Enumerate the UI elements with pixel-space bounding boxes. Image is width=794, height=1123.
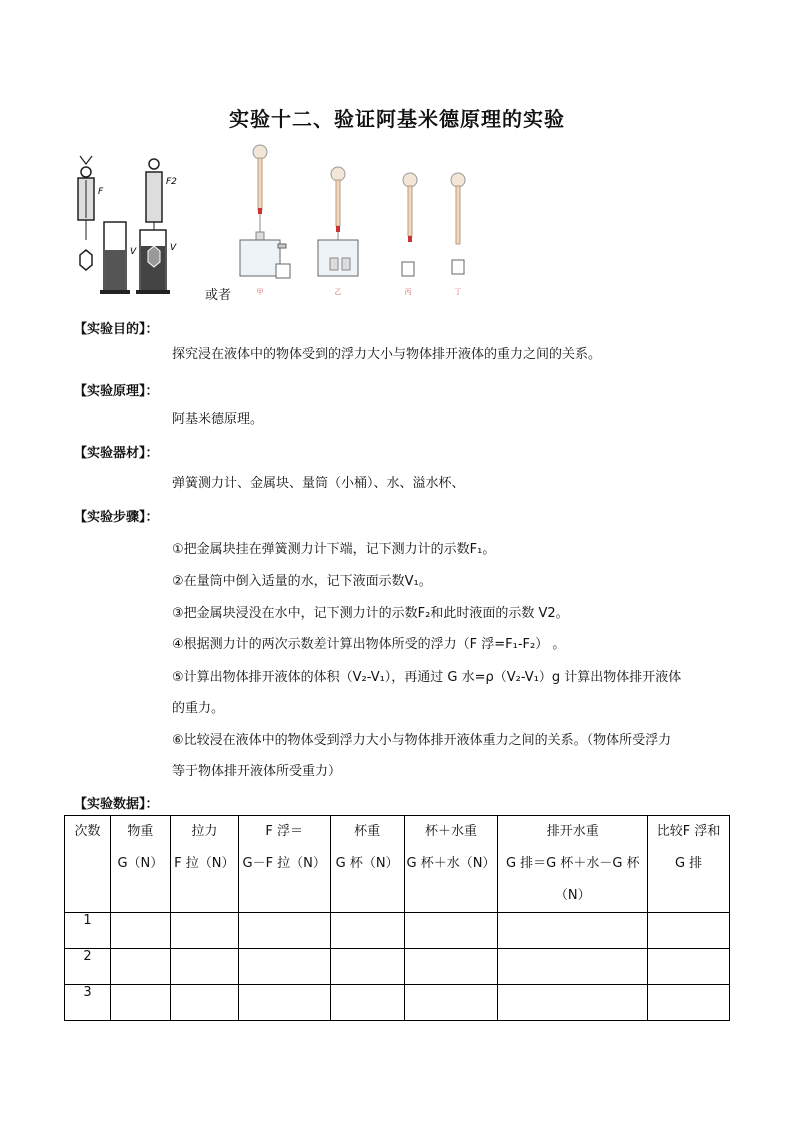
- label-F2: F2: [166, 177, 177, 187]
- step-1-illustration: [240, 145, 290, 278]
- table-cell[interactable]: [110, 949, 170, 985]
- data-table: [64, 815, 730, 1021]
- header-cell-compare: 比较F 浮和 G 排: [648, 816, 730, 913]
- table-cell[interactable]: [170, 949, 238, 985]
- table-cell[interactable]: [330, 985, 404, 1021]
- table-cell[interactable]: [330, 913, 404, 949]
- step-2-illustration: [318, 167, 358, 276]
- header-cell-tension: 拉力 F 拉（N）: [170, 816, 238, 913]
- step-label-1: 甲: [256, 288, 264, 296]
- header-cell-cup-weight: 杯重 G 杯（N）: [330, 816, 404, 913]
- purpose-heading: 【实验目的】：: [74, 322, 159, 337]
- figure-spring-scale-cylinder: [72, 150, 192, 300]
- header-cell-displaced-water: 排开水重 G 排＝G 杯＋水－G 杯 （N）: [498, 816, 648, 913]
- table-cell[interactable]: [110, 985, 170, 1021]
- steps-heading: 【实验步骤】：: [74, 510, 159, 525]
- equipment-heading: 【实验器材】：: [74, 446, 159, 461]
- table-cell[interactable]: [404, 985, 498, 1021]
- table-cell[interactable]: [238, 949, 330, 985]
- principle-text: 阿基米德原理。: [172, 412, 264, 427]
- label-V: V: [130, 247, 137, 257]
- step-2-text: ②在量筒中倒入适量的水，记下液面示数V₁。: [172, 574, 432, 589]
- table-row: [65, 985, 730, 1021]
- step-3-illustration: [402, 173, 417, 276]
- page-title: 实验十二、验证阿基米德原理的实验: [229, 107, 565, 131]
- table-cell[interactable]: [498, 913, 648, 949]
- step-3-text: ③把金属块浸没在水中，记下测力计的示数F₂和此时液面的示数 V2。: [172, 606, 569, 621]
- step-4-illustration: [451, 173, 465, 274]
- table-row: [65, 913, 730, 949]
- principle-heading: 【实验原理】：: [74, 384, 159, 399]
- row-number: 1: [65, 913, 111, 949]
- table-cell[interactable]: [238, 913, 330, 949]
- step-label-4: 丁: [454, 288, 462, 296]
- figure-overflow-cup-steps: [232, 140, 472, 300]
- label-V2: V: [170, 243, 177, 253]
- table-cell[interactable]: [170, 913, 238, 949]
- step-label-3: 丙: [404, 288, 412, 296]
- table-header-row: [65, 816, 730, 913]
- table-cell[interactable]: [648, 985, 730, 1021]
- table-cell[interactable]: [404, 913, 498, 949]
- header-cell-cup-water-weight: 杯＋水重 G 杯＋水（N）: [404, 816, 498, 913]
- purpose-text: 探究浸在液体中的物体受到的浮力大小与物体排开液体的重力之间的关系。: [172, 347, 602, 362]
- table-cell[interactable]: [238, 985, 330, 1021]
- step-5-text: ⑤计算出物体排开液体的体积（V₂-V₁），再通过 G 水=ρ（V₂-V₁）g 计算出物体排开液体: [172, 670, 682, 685]
- step-label-2: 乙: [334, 288, 342, 296]
- row-number: 3: [65, 985, 111, 1021]
- row-number: 2: [65, 949, 111, 985]
- table-cell[interactable]: [498, 985, 648, 1021]
- step-6-text: ⑥比较浸在液体中的物体受到浮力大小与物体排开液体重力之间的关系。（物体所受浮力: [172, 733, 672, 748]
- step-4-text: ④根据测力计的两次示数差计算出物体所受的浮力（F 浮=F₁-F₂） 。: [172, 637, 566, 652]
- step-1-text: ①把金属块挂在弹簧测力计下端，记下测力计的示数F₁。: [172, 542, 496, 557]
- data-heading: 【实验数据】：: [74, 797, 159, 812]
- label-F: F: [98, 187, 104, 197]
- table-cell[interactable]: [330, 949, 404, 985]
- table-cell[interactable]: [648, 913, 730, 949]
- table-cell[interactable]: [498, 949, 648, 985]
- table-cell[interactable]: [648, 949, 730, 985]
- header-cell-buoyancy: F 浮＝ G－F 拉（N）: [238, 816, 330, 913]
- figure-or-label: 或者: [205, 288, 232, 303]
- step-5-text-cont: 的重力。: [172, 701, 225, 716]
- table-cell[interactable]: [404, 949, 498, 985]
- step-6-text-cont: 等于物体排开液体所受重力）: [172, 764, 342, 779]
- header-cell-weight: 物重 G（N）: [110, 816, 170, 913]
- table-cell[interactable]: [170, 985, 238, 1021]
- table-cell[interactable]: [110, 913, 170, 949]
- header-cell-count: 次数: [65, 816, 111, 913]
- equipment-text: 弹簧测力计、金属块、量筒（小桶）、水、溢水杯、: [172, 476, 465, 491]
- table-row: [65, 949, 730, 985]
